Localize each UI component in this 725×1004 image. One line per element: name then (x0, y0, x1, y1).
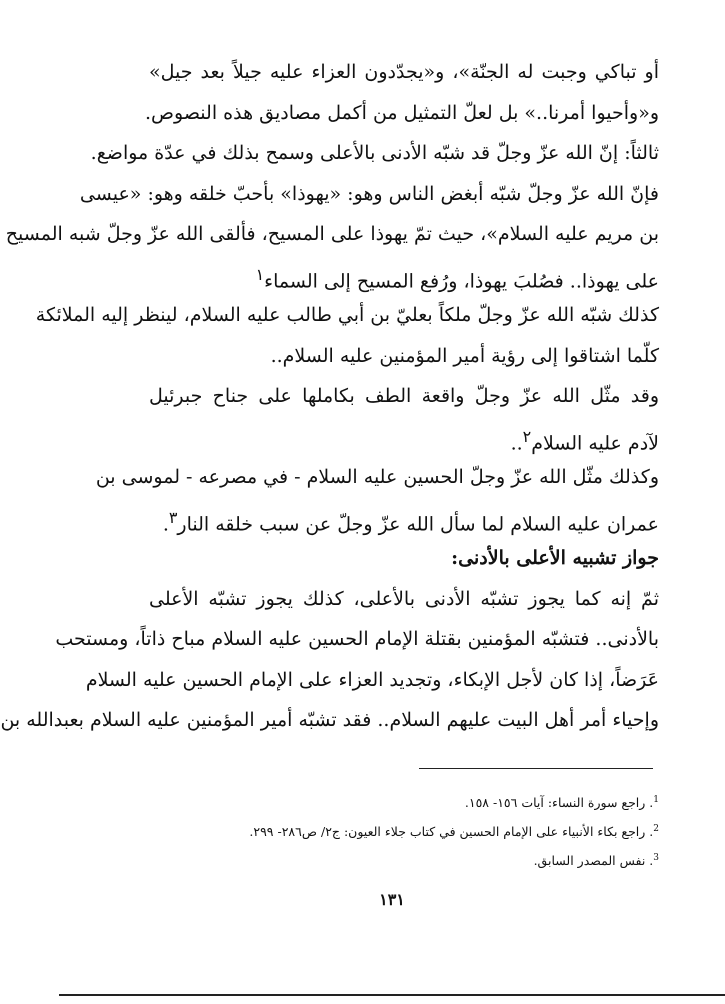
body-text (0, 52, 659, 741)
footnotes (149, 788, 659, 875)
footnote-number: 3 (653, 852, 659, 863)
body-line (35, 295, 659, 336)
section-heading (149, 538, 659, 579)
line-text: كذلك شبّه الله عزّ وجلّ ملكاً بعليّ بن أبي طالب عليه السلام، لينظر إليه الملائكة (35, 304, 659, 326)
body-line (149, 376, 659, 417)
line-text: عمران عليه السلام لما سأل الله عزّ وجلّ عن سبب خلقه النار (177, 512, 659, 535)
body-line (5, 214, 659, 255)
footnote-text: . نفس المصدر السابق. (533, 853, 654, 868)
footnote-number: 1 (653, 794, 659, 805)
line-text: و«وأحيوا أمرنا..» بل لعلّ التمثيل من أكمل مصاديق هذه النصوص. (145, 101, 659, 124)
body-line: عمران عليه السلام لما سأل الله عزّ وجلّ عن سبب خلقه النار$^٣$. (162, 507, 659, 535)
line-text: فإنّ الله عزّ وجلّ شبّه أبغض الناس وهو: «يهوذا» بأحبّ خلقه وهو: «عيسى (79, 182, 659, 205)
page-number: ١٣١ (379, 890, 405, 909)
line-text: أو تباكي وجبت له الجنّة»، و«يجدّدون العزاء عليه جيلاً بعد جيل» (149, 61, 659, 83)
body-line: لآدم عليه السلام$^٢$.. (510, 426, 659, 454)
line-text: وقد مثّل الله عزّ وجلّ واقعة الطف بكاملها على جناح جبرئيل (149, 385, 659, 407)
footnote-text: . راجع سورة النساء: آيات ١٥٦- ١٥٨. (464, 795, 654, 810)
line-text: كلّما اشتاقوا إلى رؤية أمير المؤمنين عليه السلام.. (270, 344, 659, 367)
heading-text: جواز تشبيه الأعلى بالأدنى: (451, 547, 659, 569)
body-line (149, 579, 659, 620)
line-text: ثالثاً: إنّ الله عزّ وجلّ قد شبّه الأدنى بالأعلى وسمح بذلك في عدّة مواضع. (90, 142, 659, 164)
line-text: بالأدنى.. فتشبّه المؤمنين بقتلة الإمام الحسين عليه السلام مباح ذاتاً، ومستحب (55, 628, 659, 650)
body-line (95, 457, 659, 498)
footnote-text: . راجع بكاء الأنبياء على الإمام الحسين في كتاب جلاء العيون: ج٢/ ص٢٨٦- ٢٩٩. (249, 824, 654, 839)
body-line (149, 52, 659, 93)
body-line (79, 174, 659, 215)
line-text: عَرَضاً، إذا كان لأجل الإبكاء، وتجديد العزاء على الإمام الحسين عليه السلام (85, 668, 659, 691)
line-text: ثمّ إنه كما يجوز تشبّه الأدنى بالأعلى، كذلك يجوز تشبّه الأعلى (149, 587, 659, 610)
footnote-number: 2 (653, 823, 659, 834)
footnote (149, 817, 659, 846)
line-text: لآدم عليه السلام (531, 431, 659, 454)
line-text: وإحياء أمر أهل البيت عليهم السلام.. فقد تشبّه أمير المؤمنين عليه السلام بعبدالله بن (0, 709, 659, 731)
footnote (149, 788, 659, 817)
bottom-rule (59, 994, 725, 996)
body-line (85, 660, 659, 701)
body-line (55, 619, 659, 660)
body-line (149, 255, 659, 296)
body-line (90, 133, 659, 174)
footnote-separator (419, 768, 653, 769)
footnote-marker[interactable]: ٢ (522, 426, 532, 446)
line-text: بن مريم عليه السلام»، حيث تمّ يهوذا على المسيح، فألقى الله عزّ وجلّ شبه المسيح (5, 223, 659, 245)
footnote-marker[interactable]: ٣ (168, 507, 178, 527)
line-text: وكذلك مثّل الله عزّ وجلّ الحسين عليه السلام - في مصرعه - لموسى بن (95, 466, 659, 488)
line-text: على يهوذا.. فصُلبَ يهوذا، ورُفع المسيح إلى السماء (264, 269, 659, 292)
footnote-marker[interactable]: ١ (255, 264, 265, 284)
body-line (145, 93, 659, 134)
body-line (149, 336, 659, 377)
footnote (149, 846, 659, 875)
body-line (0, 700, 659, 741)
